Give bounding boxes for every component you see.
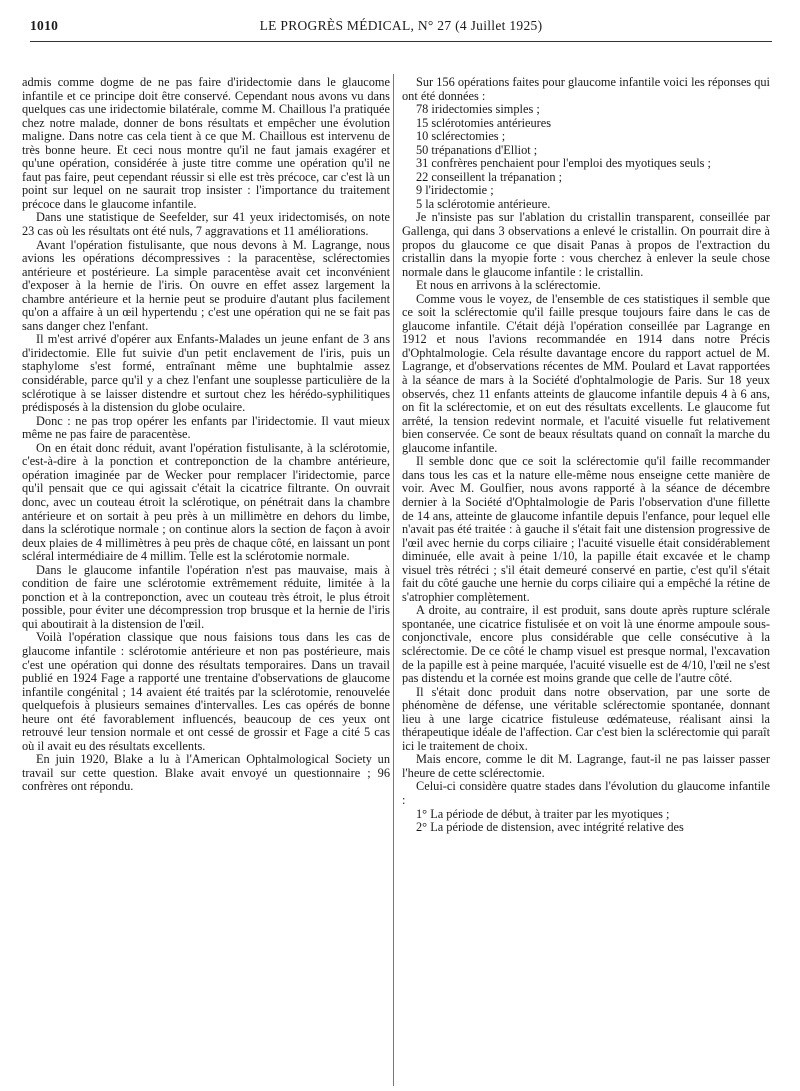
paragraph: admis comme dogme de ne pas faire d'iridectomie dans le glaucome infantile et ce principe doit être conservé. Cependant nous avons vu dans quelques cas une iridectomie bilatérale, comme M. Chaillous l'a pratiquée chez notre malade, donner de bons résultats et empêcher une évolution maligne. Dans notre cas cela tient à ce que M. Chaillous est intervenu de très bonne heure. Et ceci nous montre qu'il ne faut jamais exagérer et qu'une opération, considérée à juste titre comme une opération qu'il ne faut pas faire, peut cependant réussir si elle est très précoce, car c'est là un point sur lequel on ne saurait trop insister : l'importance du traitement précoce dans le glaucome infantile. <box>22 75 390 211</box>
list-item: 5 la sclérotomie antérieure. <box>416 196 551 211</box>
paragraph: Avant l'opération fistulisante, que nous devons à M. Lagrange, nous avions les opérations décompressives : la paracentèse, sclérectomies antérieure et postérieure. La simple paracentèse avait cet inconvénient d'exposer à la hernie de l'iris. On ouvre en effet assez largement la chambre antérieure et la hernie peut se produire d'autant plus facilement qu'on a affaire à un œil hypertendu ; c'est une opération qui ne se fait pas sans danger chez l'enfant. <box>22 237 390 333</box>
paragraph: Il semble donc que ce soit la sclérectomie qu'il faille recommander dans tous les cas et la nature elle-même nous enseigne cette manière de voir. Avec M. Goulfier, nous avons rapporté à la séance de décembre dernier à la Société d'Ophtalmologie de Paris l'observation d'une fillette de 14 ans, atteinte de glaucome infantile depuis l'enfance, pour lequel elle n'avait pas été traitée : à gauche il s'était fait une distension progressive de l'œil avec hernie du corps ciliaire ; l'acuité visuelle était considérablement diminuée, elle avait à peine 1/10, la papille était excavée et le champ visuel très rétréci ; s'il était demeuré conservé en partie, c'est qu'il s'était fait du côté gauche une hernie du corps ciliaire qui a empêché la rétine de s'atrophier complètement. <box>402 454 770 604</box>
paragraph: Voilà l'opération classique que nous faisions tous dans les cas de glaucome infantile : sclérotomie antérieure et non pas postérieure, mais c'est une opération qui donne des résultats temporaires. Dans un travail publié en 1924 Fage a rapporté une trentaine d'observations de glaucome infantile congénital ; 14 avaient été traités par la sclérotomie, renouvelée quelquefois à plusieurs semaines d'intervalles. Les cas opérés de bonne heure ont été favorablement influencés, beaucoup de ces yeux ont retrouvé leur tension normale et ont cessé de grossir et Fage a cité 5 cas où il avait eu des résultats excellents. <box>22 630 390 753</box>
paragraph: Dans le glaucome infantile l'opération n'est pas mauvaise, mais à condition de faire une sclérotomie extrêmement réduite, limitée à la ponction et à la contreponction, avec un couteau très étroit, le plus étroit possible, pour éviter une décompression trop brusque et la hernie de l'iris qui aboutirait à la distension de l'œil. <box>22 562 390 631</box>
running-title: LE PROGRÈS MÉDICAL, N° 27 (4 Juillet 1925) <box>259 18 543 33</box>
paragraph: Mais encore, comme le dit M. Lagrange, faut-il ne pas laisser passer l'heure de cette sclérectomie. <box>402 752 770 780</box>
list-item: 9 l'iridectomie ; <box>416 183 494 198</box>
paragraph: Celui-ci considère quatre stades dans l'évolution du glaucome infantile : <box>402 779 770 807</box>
paragraph: Sur 156 opérations faites pour glaucome infantile voici les réponses qui ont été données : <box>402 75 770 103</box>
paragraph: On en était donc réduit, avant l'opération fistulisante, à la sclérotomie, c'est-à-dire à la ponction et contreponction de la chambre antérieure, opération imaginée par de Wecker pour remplacer l'iridectomie, parce qu'il pensait que ce qui agissait c'était la cicatrice filtrante. On ouvrait donc, avec un couteau étroit la sclérotique, on pénétrait dans la chambre antérieure et on sortait à peu près à un millimètre en dehors du limbe, dans la sclérotique normale ; on continue alors la section de façon à avoir deux plaies de 4 millimètres à peu près de chaque côté, en laissant un pont scléral intermédiaire de 4 millim. Telle est la sclérotomie normale. <box>22 440 390 564</box>
paragraph: Dans une statistique de Seefelder, sur 41 yeux iridectomisés, on note 23 cas où les résultats ont été nuls, 7 aggravations et 11 améliorations. <box>22 210 390 239</box>
list-item: 50 trépanations d'Elliot ; <box>416 142 538 157</box>
column-divider <box>393 74 394 1086</box>
paragraph: Donc : ne pas trop opérer les enfants par l'iridectomie. Il vaut mieux même ne pas faire de paracentèse. <box>22 413 390 442</box>
paragraph: 31 confrères penchaient pour l'emploi des myotiques seuls ; <box>416 156 711 171</box>
list-item: 1° La période de début, à traiter par les myotiques ; <box>416 806 670 821</box>
page-number: 1010 <box>30 18 59 33</box>
paragraph: Comme vous le voyez, de l'ensemble de ces statistiques il semble que ce soit la sclérectomie qu'il faille presque toujours faire dans le cas de glaucome infantile. C'était déjà l'opération conseillée par Lagrange en 1912 et nous l'avions recommandée en 1914 dans notre Précis d'Ophtalmologie. Cela résulte davantage encore du rapport actuel de M. Lagrange, et d'observations récentes de MM. Poulard et Lavat rapportées à la séance de mars à la Société d'ophtalmologie de Paris. Sur 18 yeux observés, chez 11 enfants atteints de glaucome infantile depuis 4 à 6 ans, on fit la sclérectomie, et on eut des résultats excellents. Le glaucome fut arrêté, la tension redevint normale, et l'acuité visuelle fut relativement bien conservée. Ce sont de beaux résultats quand on connaît la marche du glaucome infantile. <box>402 291 770 455</box>
paragraph: A droite, au contraire, il est produit, sans doute après rupture sclérale spontanée, une cicatrice fistulisée et on voit là une énorme ampoule sous-conjonctivale, encore plus considérable que celle consécutive à la sclérectomie. De ce côté le champ visuel est presque normal, l'excavation de la papille est à peine marquée, l'acuité visuelle est de 4/10, l'œil ne s'est pas distendu et la cornée est moins grande que celle de l'autre côté. <box>402 603 770 686</box>
paragraph: Il m'est arrivé d'opérer aux Enfants-Malades un jeune enfant de 3 ans d'iridectomie. Elle fut suivie d'un petit enclavement de l'iris, puis un staphylome s'est formé, entraînant même une buphtalmie assez considérable, parce qu'il y a chez l'enfant une souplesse particulière de la sclérotique à se laisser distendre et surtout chez les hérédo-syphilitiques prédisposés à la distension du globe oculaire. <box>22 332 390 415</box>
list-item: 10 sclérectomies ; <box>416 129 506 144</box>
list-item: 22 conseillent la trépanation ; <box>416 169 563 184</box>
right-column <box>402 76 770 835</box>
paragraph: En juin 1920, Blake a lu à l'American Ophtalmological Society un travail sur cette question. Blake avait envoyé un questionnaire ; 96 confrères ont répondu. <box>22 752 390 794</box>
list-item: 2° La période de distension, avec intégrité relative des <box>416 820 684 835</box>
paragraph: Et nous en arrivons à la sclérectomie. <box>416 278 601 293</box>
page-header <box>30 14 772 40</box>
list-item: 78 iridectomies simples ; <box>416 102 540 117</box>
header-rule <box>30 41 772 42</box>
left-column <box>22 76 390 794</box>
list-item: 15 sclérotomies antérieures <box>416 115 552 130</box>
paragraph: Je n'insiste pas sur l'ablation du cristallin transparent, conseillée par Gallenga, qui dans 3 observations a enlevé le cristallin. On pourrait dire à propos du glaucome ce que disait Panas à propos de l'extraction du cristallin dans la myopie forte : vous cherchez à enlever la seule chose normale dans le glaucome infantile : le cristallin. <box>402 210 770 279</box>
paragraph: Il s'était donc produit dans notre observation, par une sorte de phénomène de défense, une véritable sclérectomie spontanée, donnant lieu à une large cicatrice fistuleuse œdémateuse, réalisant ainsi la thérapeutique idéale de l'affection. Car c'est bien la sclérectomie qui paraît ici le traitement de choix. <box>402 684 770 753</box>
